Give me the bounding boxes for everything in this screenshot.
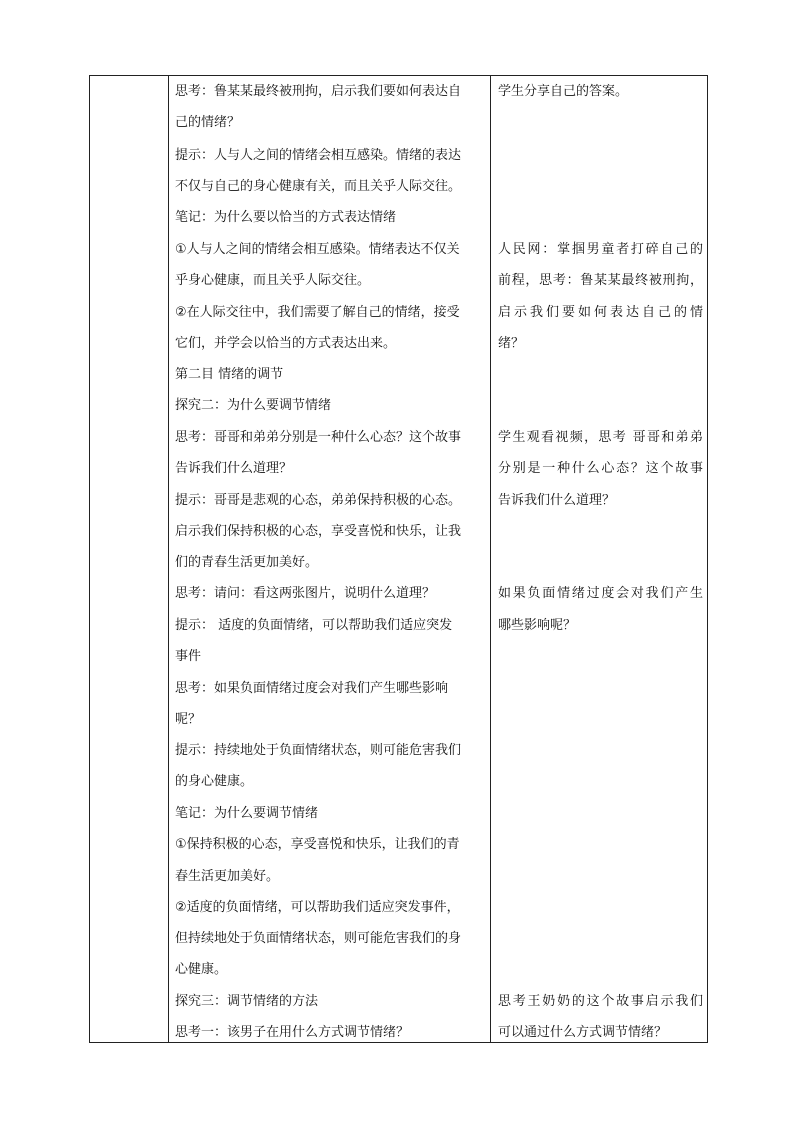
content-line: ①人与人之间的情绪会相互感染。情绪表达不仅关 bbox=[175, 242, 460, 257]
content-line: 春生活更加美好。 bbox=[175, 869, 280, 884]
content-line: 笔记：为什么要调节情绪 bbox=[175, 806, 319, 821]
column-divider bbox=[490, 76, 491, 1042]
content-line: 思考：鲁某某最终被刑拘，启示我们要如何表达自 bbox=[175, 84, 462, 99]
content-line: 思考：如果负面情绪过度会对我们产生哪些影响 bbox=[175, 681, 449, 696]
content-line: 启示我们保持积极的心态，享受喜悦和快乐，让我 bbox=[175, 524, 462, 539]
content-line: 乎身心健康，而且关乎人际交往。 bbox=[175, 273, 371, 288]
content-line: 思考：请问：看这两张图片，说明什么道理？ bbox=[175, 586, 436, 601]
activity-line: 分别是一种什么心态？这个故事 bbox=[498, 461, 703, 476]
content-line: 笔记：为什么要以恰当的方式表达情绪 bbox=[175, 210, 397, 225]
activity-line: 绪？ bbox=[498, 336, 525, 351]
activity-line: 可以通过什么方式调节情绪？ bbox=[498, 1025, 668, 1040]
content-line: 它们，并学会以恰当的方式表达出来。 bbox=[175, 336, 397, 351]
activity-line: 学生分享自己的答案。 bbox=[498, 84, 629, 99]
content-line: 但持续地处于负面情绪状态，则可能危害我们的身 bbox=[175, 931, 462, 946]
content-line: 不仅与自己的身心健康有关，而且关乎人际交往。 bbox=[175, 179, 462, 194]
activity-line: 如果负面情绪过度会对我们产生 bbox=[498, 586, 703, 601]
content-line: 事件 bbox=[175, 649, 202, 664]
activity-line: 告诉我们什么道理？ bbox=[498, 493, 616, 508]
activity-line: 哪些影响呢？ bbox=[498, 618, 577, 633]
lesson-table bbox=[89, 75, 708, 1043]
content-line: ①保持积极的心态，享受喜悦和快乐，让我们的青 bbox=[175, 837, 460, 852]
column-divider bbox=[168, 76, 169, 1042]
content-line: ②适度的负面情绪，可以帮助我们适应突发事件， bbox=[175, 900, 460, 915]
content-line: 呢？ bbox=[175, 712, 202, 727]
content-line: 告诉我们什么道理？ bbox=[175, 461, 293, 476]
content-line: 探究二：为什么要调节情绪 bbox=[175, 398, 332, 413]
activity-line: 前程，思考：鲁某某最终被刑拘， bbox=[498, 273, 703, 288]
content-line: 提示： 适度的负面情绪，可以帮助我们适应突发 bbox=[175, 618, 453, 633]
content-line: 提示：持续地处于负面情绪状态，则可能危害我们 bbox=[175, 743, 462, 758]
activity-line: 思考王奶奶的这个故事启示我们 bbox=[498, 994, 703, 1009]
content-line: 提示：哥哥是悲观的心态，弟弟保持积极的心态。 bbox=[175, 493, 462, 508]
content-line: 心健康。 bbox=[175, 962, 228, 977]
content-line: 的身心健康。 bbox=[175, 774, 254, 789]
content-line: 思考一：该男子在用什么方式调节情绪？ bbox=[175, 1025, 410, 1040]
content-line: 提示：人与人之间的情绪会相互感染。情绪的表达 bbox=[175, 148, 462, 163]
activity-line: 人民网：掌掴男童者打碎自己的 bbox=[498, 242, 703, 257]
content-line: 探究三：调节情绪的方法 bbox=[175, 994, 319, 1009]
activity-line: 学生观看视频，思考 哥哥和弟弟 bbox=[498, 430, 703, 445]
section-heading: 第二目 情绪的调节 bbox=[175, 367, 284, 382]
content-line: ②在人际交往中，我们需要了解自己的情绪，接受 bbox=[175, 305, 460, 320]
activity-line: 启示我们要如何表达自己的情 bbox=[498, 305, 703, 320]
content-line: 己的情绪？ bbox=[175, 115, 241, 130]
content-line: 思考：哥哥和弟弟分别是一种什么心态？这个故事 bbox=[175, 430, 462, 445]
content-line: 们的青春生活更加美好。 bbox=[175, 555, 319, 570]
